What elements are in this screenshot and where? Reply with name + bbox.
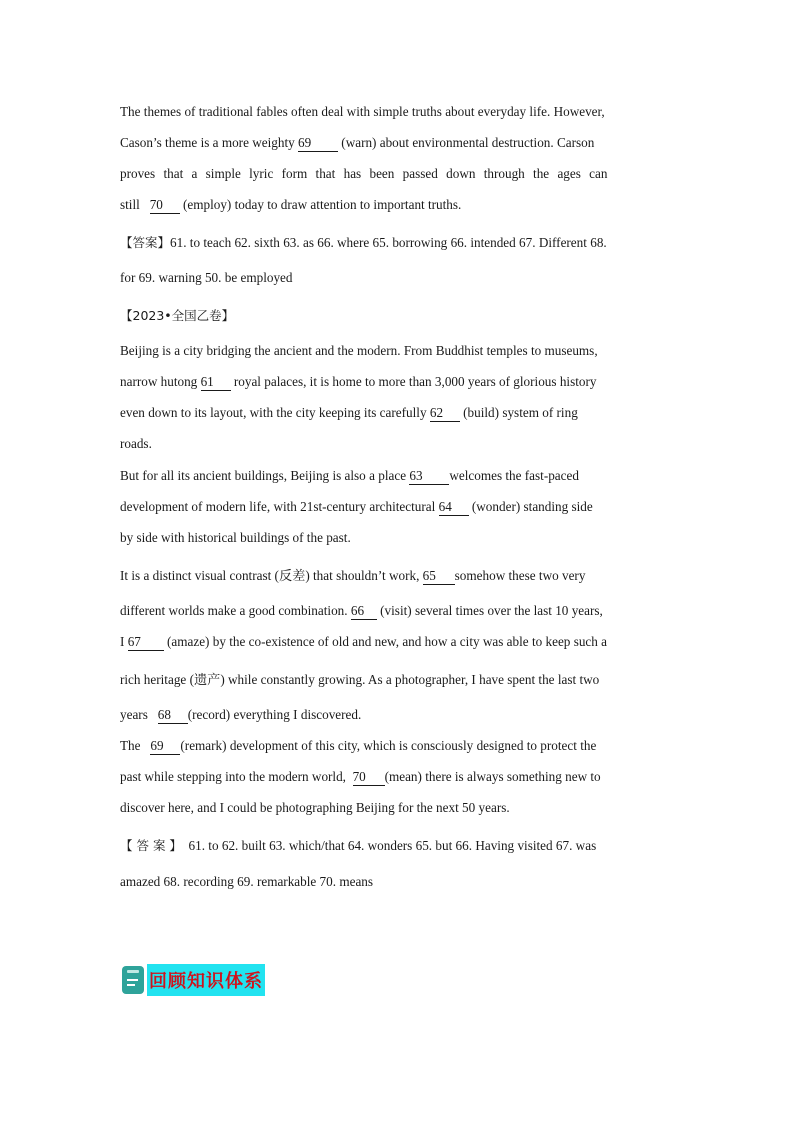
answer-tag-2: 【 答 案 】 bbox=[120, 838, 182, 853]
blank-70b[interactable]: 70 bbox=[353, 769, 385, 786]
passage4-line4: rich heritage (遗产) while constantly growing. As a photographer, I have spent the last two bbox=[120, 672, 600, 687]
answer-block-2-line2: amazed 68. recording 69. remarkable 70. means bbox=[120, 874, 374, 889]
review-section-header bbox=[122, 964, 265, 996]
passage5-line3: discover here, and I could be photographing Beijing for the next 50 years. bbox=[120, 800, 510, 815]
passage4-line2: different worlds make a good combination. 66 (visit) several times over the last 10 years, bbox=[120, 603, 603, 618]
answer-tag: 【答案】 bbox=[120, 235, 171, 250]
passage2-line3: even down to its layout, with the city keeping its carefully 62 (build) system of ring bbox=[120, 405, 578, 420]
blank-64[interactable]: 64 bbox=[439, 499, 469, 516]
blank-65[interactable]: 65 bbox=[423, 568, 455, 585]
passage4-line3: I 67 (amaze) by the co-existence of old and new, and how a city was able to keep such a bbox=[120, 634, 608, 649]
passage5-line2: past while stepping into the modern world, 70 (mean) there is always something new to bbox=[120, 769, 601, 784]
blank-62[interactable]: 62 bbox=[430, 405, 460, 422]
passage5-line1: The 69 (remark) development of this city, which is consciously designed to protect the bbox=[120, 738, 597, 753]
answer-block-1: 【答案】61. to teach 62. sixth 63. as 66. where 65. borrowing 66. intended 67. Different 68. bbox=[120, 235, 607, 250]
blank-69[interactable]: 69 bbox=[298, 135, 338, 152]
answer-block-1-line2: for 69. warning 50. be employed bbox=[120, 270, 293, 285]
passage3-line3: by side with historical buildings of the past. bbox=[120, 530, 351, 545]
passage2-line1: Beijing is a city bridging the ancient and the modern. From Buddhist temples to museums, bbox=[120, 343, 598, 358]
answer-block-2: 【 答 案 】 61. to 62. built 63. which/that 64. wonders 65. but 66. Having visited 67. was bbox=[120, 838, 597, 853]
blank-69b[interactable]: 69 bbox=[150, 738, 180, 755]
review-title: 回顾知识体系 bbox=[147, 964, 265, 996]
blank-61[interactable]: 61 bbox=[201, 374, 231, 391]
notebook-icon bbox=[122, 966, 144, 994]
passage1-line2: Cason’s theme is a more weighty 69 (warn) about environmental destruction. Carson bbox=[120, 135, 595, 150]
passage1-line3: proves that a simple lyric form that has been passed down through the ages can bbox=[120, 166, 608, 181]
blank-67[interactable]: 67 bbox=[128, 634, 164, 651]
passage3-line2: development of modern life, with 21st-century architectural 64 (wonder) standing side bbox=[120, 499, 593, 514]
passage4-line1: It is a distinct visual contrast (反差) that shouldn’t work, 65 somehow these two very bbox=[120, 568, 586, 583]
passage3-line1: But for all its ancient buildings, Beijing is also a place 63 welcomes the fast-paced bbox=[120, 468, 579, 483]
blank-66[interactable]: 66 bbox=[351, 603, 377, 620]
passage4-line5: years 68 (record) everything I discovered. bbox=[120, 707, 362, 722]
blank-70[interactable]: 70 bbox=[150, 197, 180, 214]
passage2-line4: roads. bbox=[120, 436, 152, 451]
passage2-line2: narrow hutong 61 royal palaces, it is home to more than 3,000 years of glorious history bbox=[120, 374, 597, 389]
exam-source-tag: 【2023•全国乙卷】 bbox=[120, 308, 235, 323]
passage1-line4: still 70 (employ) today to draw attention to important truths. bbox=[120, 197, 462, 212]
passage1-line1: The themes of traditional fables often deal with simple truths about everyday life. However, bbox=[120, 104, 605, 119]
blank-63[interactable]: 63 bbox=[409, 468, 449, 485]
blank-68[interactable]: 68 bbox=[158, 707, 188, 724]
